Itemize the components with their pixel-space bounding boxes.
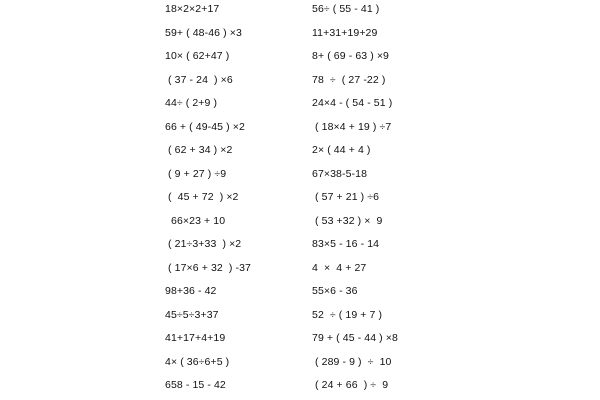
problem-item: ( 18×4 + 19 ) ÷7 (312, 120, 392, 133)
problem-item: 67×38-5-18 (312, 167, 368, 180)
problem-item: ( 37 - 24 ) ×6 (165, 73, 233, 86)
problem-item: ( 21÷3+33 ) ×2 (165, 238, 242, 250)
problem-item: 83×5 - 16 - 14 (312, 238, 380, 250)
problem-item: 41+17+4+19 (165, 332, 226, 344)
problem-item: 56÷ ( 55 - 41 ) (312, 3, 380, 15)
problem-item: 4× ( 36÷6+5 ) (165, 355, 230, 368)
problem-item: 4 × 4 + 27 (312, 261, 367, 274)
problem-item: 45÷5÷3+37 (165, 308, 219, 321)
problem-item: 18×2×2+17 (165, 3, 220, 15)
problem-item: ( 62 + 34 ) ×2 (165, 144, 233, 156)
problem-item: 10× ( 62+47 ) (165, 50, 230, 62)
problem-item: 66 + ( 49-45 ) ×2 (165, 120, 245, 133)
problem-item: ( 289 - 9 ) ÷ 10 (312, 355, 392, 368)
problem-item: 658 - 15 - 42 (165, 379, 226, 391)
problem-item: ( 53 +32 ) × 9 (312, 214, 383, 227)
problem-item: 24×4 - ( 54 - 51 ) (312, 97, 393, 109)
problem-item: 79 + ( 45 - 44 ) ×8 (312, 332, 398, 344)
problem-item: ( 17×6 + 32 ) -37 (165, 261, 251, 274)
problem-item: 8+ ( 69 - 63 ) ×9 (312, 50, 389, 62)
problem-item: ( 9 + 27 ) ÷9 (165, 167, 227, 180)
problem-item: ( 45 + 72 ) ×2 (165, 191, 239, 203)
problem-item: 44÷ ( 2+9 ) (165, 97, 218, 109)
problem-item: 55×6 - 36 (312, 285, 358, 297)
problem-item: 98+36 - 42 (165, 285, 217, 297)
problem-item: 2× ( 44 + 4 ) (312, 144, 371, 156)
problem-item: 11+31+19+29 (312, 26, 378, 39)
problem-item: 66×23 + 10 (165, 214, 226, 227)
problem-item: 78 ÷ ( 27 -22 ) (312, 73, 386, 86)
problem-item: 59+ ( 48-46 ) ×3 (165, 26, 242, 39)
problem-item: ( 57 + 21 ) ÷6 (312, 191, 380, 203)
problem-item: ( 24 + 66 ) ÷ 9 (312, 379, 389, 391)
problem-item: 52 ÷ ( 19 + 7 ) (312, 308, 383, 321)
